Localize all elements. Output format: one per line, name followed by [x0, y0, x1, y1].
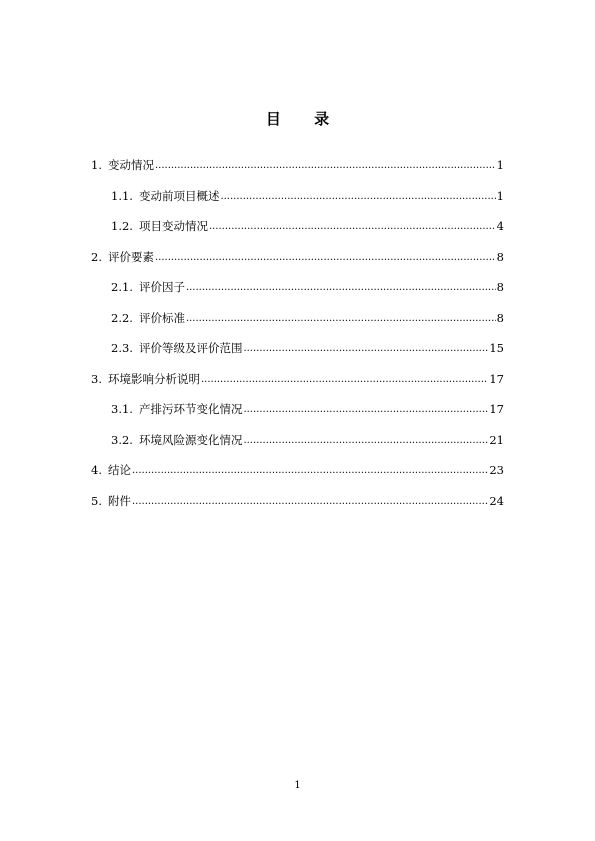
- toc-entry-page: 17: [489, 402, 504, 416]
- toc-entry-3[interactable]: [91, 371, 504, 402]
- toc-entry-page: 8: [496, 249, 504, 264]
- toc-entry-label: 附件: [107, 493, 131, 508]
- toc-entry-3-1[interactable]: [91, 401, 504, 432]
- toc-entry-number: 5.: [91, 493, 102, 508]
- toc-entry-label: 环境影响分析说明: [107, 371, 200, 386]
- toc-entry-number: 2.: [91, 249, 102, 264]
- page-number: 1: [294, 780, 301, 791]
- toc-leader-dots: [155, 156, 496, 174]
- toc-entry-page: 24: [489, 493, 504, 508]
- toc-leader-dots: [201, 370, 488, 388]
- toc-entry-page: 23: [489, 463, 504, 477]
- toc-entry-label: 变动情况: [107, 158, 154, 172]
- toc-leader-dots: [155, 248, 496, 266]
- toc-entry-page: 4: [496, 219, 504, 233]
- toc-entry-number: 1.2.: [111, 219, 133, 233]
- toc-leader-dots: [132, 492, 488, 510]
- toc-leader-dots: [243, 400, 488, 418]
- toc-entry-label: 产排污环节变化情况: [138, 402, 243, 416]
- toc-entry-2-1[interactable]: [91, 279, 504, 310]
- toc-entry-label: 评价标准: [138, 310, 185, 325]
- toc-entry-label: 项目变动情况: [138, 219, 208, 233]
- toc-list: [91, 157, 504, 523]
- toc-leader-dots: [209, 217, 496, 235]
- toc-entry-page: 15: [489, 341, 504, 355]
- toc-entry-number: 3.1.: [111, 402, 133, 416]
- toc-entry-page: 8: [496, 310, 504, 325]
- toc-entry-page: 1: [496, 158, 504, 172]
- toc-leader-dots: [186, 278, 496, 296]
- toc-entry-number: 1.: [91, 158, 102, 172]
- toc-entry-page: 1: [496, 188, 504, 203]
- toc-entry-2[interactable]: [91, 249, 504, 280]
- toc-entry-2-3[interactable]: [91, 340, 504, 371]
- toc-entry-3-2[interactable]: [91, 432, 504, 463]
- toc-entry-label: 评价要素: [107, 249, 154, 264]
- toc-entry-label: 评价等级及评价范围: [138, 341, 243, 355]
- toc-entry-number: 2.1.: [111, 280, 133, 294]
- toc-entry-number: 2.2.: [111, 310, 133, 325]
- toc-title: 目 录: [265, 110, 344, 128]
- toc-entry-label: 环境风险源变化情况: [138, 432, 243, 447]
- toc-leader-dots: [186, 309, 496, 327]
- toc-entry-1-1[interactable]: [91, 188, 504, 219]
- toc-leader-dots: [220, 187, 495, 205]
- toc-entry-1[interactable]: [91, 157, 504, 188]
- toc-entry-label: 结论: [107, 463, 131, 477]
- toc-leader-dots: [132, 461, 488, 479]
- toc-entry-number: 4.: [91, 463, 102, 477]
- toc-entry-number: 1.1.: [111, 188, 133, 203]
- toc-entry-5[interactable]: [91, 493, 504, 524]
- toc-entry-page: 8: [496, 280, 504, 294]
- toc-leader-dots: [243, 431, 488, 449]
- toc-entry-page: 21: [489, 432, 504, 447]
- toc-entry-4[interactable]: [91, 462, 504, 493]
- toc-entry-2-2[interactable]: [91, 310, 504, 341]
- toc-leader-dots: [243, 339, 488, 357]
- toc-entry-page: 17: [489, 371, 504, 386]
- toc-entry-label: 评价因子: [138, 280, 185, 294]
- toc-entry-number: 3.2.: [111, 432, 133, 447]
- toc-entry-1-2[interactable]: [91, 218, 504, 249]
- toc-entry-number: 3.: [91, 371, 102, 386]
- toc-entry-number: 2.3.: [111, 341, 133, 355]
- toc-entry-label: 变动前项目概述: [138, 188, 220, 203]
